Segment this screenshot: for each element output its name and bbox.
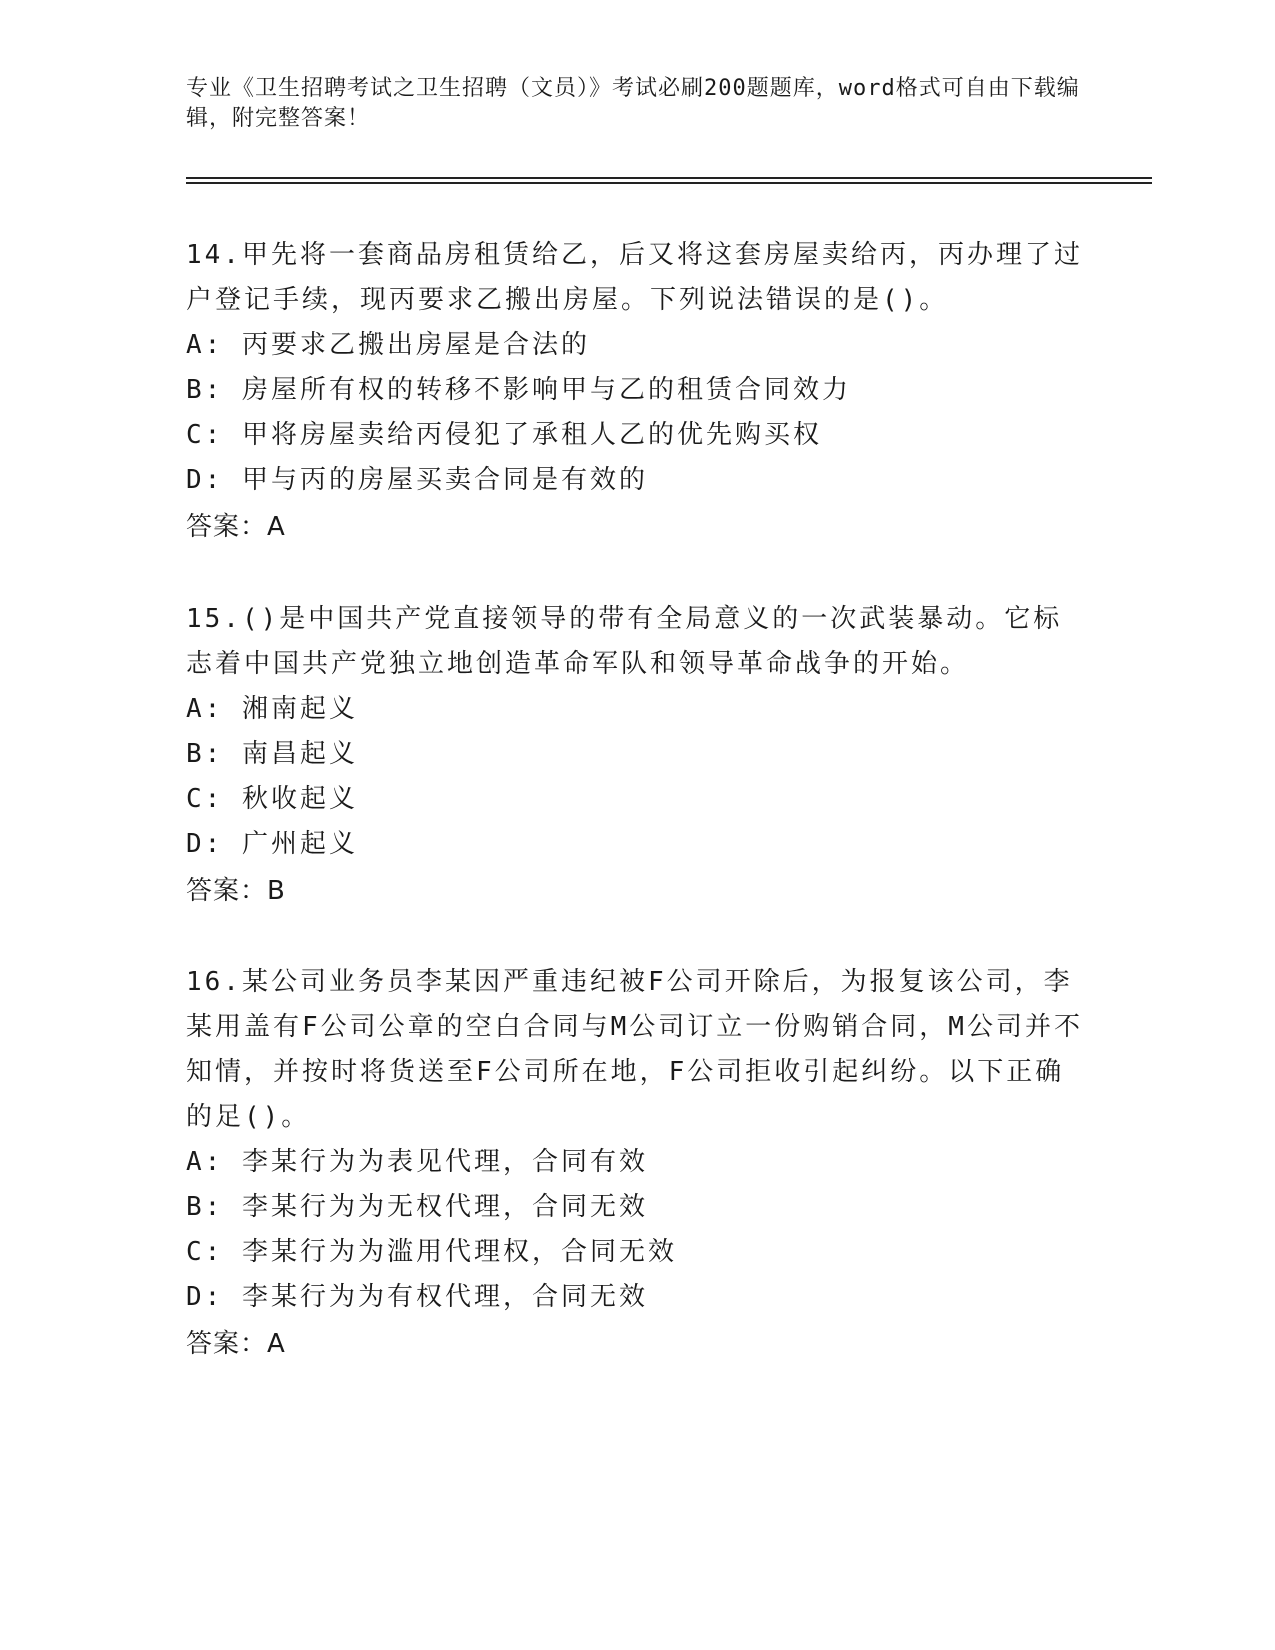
question-14 (186, 233, 1086, 551)
option-d: D: 李某行为为有权代理，合同无效 (186, 1282, 648, 1312)
option-c: C: 李某行为为滥用代理权，合同无效 (186, 1237, 677, 1267)
option-a: A: 湘南起义 (186, 694, 358, 724)
option-b: B: 南昌起义 (186, 739, 358, 769)
option-a: A: 李某行为为表见代理，合同有效 (186, 1147, 648, 1177)
question-16 (186, 960, 1086, 1368)
option-b: B: 李某行为为无权代理，合同无效 (186, 1192, 648, 1222)
header-note: 专业《卫生招聘考试之卫生招聘（文员）》考试必刷200题题库，word格式可自由下载编辑，附完整答案！ (186, 76, 1080, 131)
option-d: D: 广州起义 (186, 829, 358, 859)
answer: 答案：A (186, 512, 286, 542)
header-divider-bottom (186, 182, 1152, 184)
question-stem: 16.某公司业务员李某因严重违纪被F公司开除后，为报复该公司，李某用盖有F公司公章的空白合同与M公司订立一份购销合同，M公司并不知情，并按时将货送至F公司所在地，F公司拒收引起纠纷。以下正确的足()。 (186, 967, 1083, 1132)
option-c: C: 甲将房屋卖给丙侵犯了承租人乙的优先购买权 (186, 420, 822, 450)
option-c: C: 秋收起义 (186, 784, 358, 814)
question-15 (186, 597, 1086, 915)
header-divider-top (186, 177, 1152, 179)
question-stem: 15.()是中国共产党直接领导的带有全局意义的一次武装暴动。它标志着中国共产党独立地创造革命军队和领导革命战争的开始。 (186, 604, 1063, 679)
question-stem: 14.甲先将一套商品房租赁给乙，后又将这套房屋卖给丙，丙办理了过户登记手续，现丙要求乙搬出房屋。下列说法错误的是()。 (186, 240, 1083, 315)
answer: 答案：A (186, 1329, 286, 1359)
option-b: B: 房屋所有权的转移不影响甲与乙的租赁合同效力 (186, 375, 851, 405)
answer: 答案：B (186, 876, 286, 906)
option-a: A: 丙要求乙搬出房屋是合法的 (186, 330, 590, 360)
option-d: D: 甲与丙的房屋买卖合同是有效的 (186, 465, 648, 495)
